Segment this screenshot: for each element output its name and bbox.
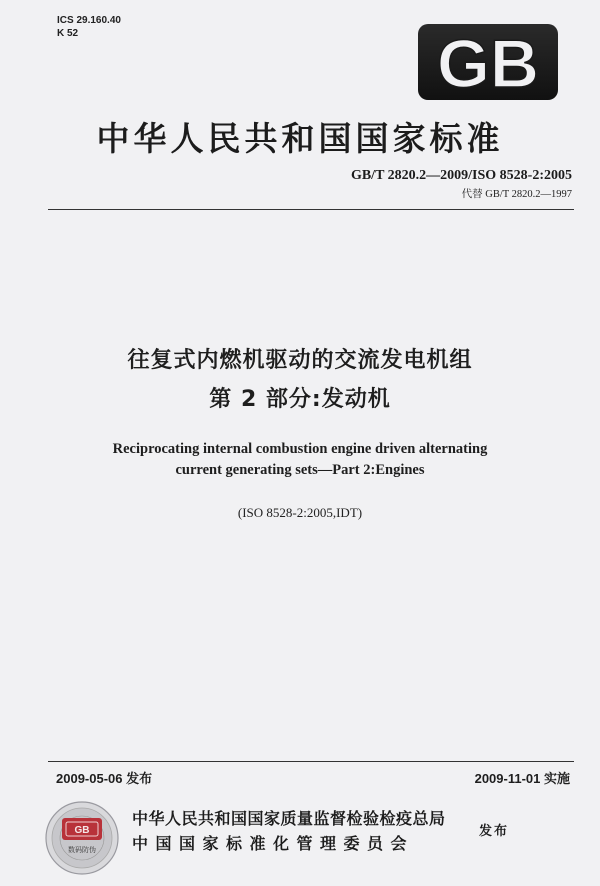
top-divider — [48, 209, 574, 210]
title-en-line2: current generating sets—Part 2:Engines — [175, 462, 425, 478]
issue-label: 发布 — [479, 824, 510, 839]
authority-line2: 中国国家标准化管理委员会 — [132, 834, 415, 853]
publish-date: 2009-05-06 发布 — [56, 771, 153, 786]
standard-number: GB/T 2820.2—2009/ISO 8528-2:2005 — [350, 168, 572, 183]
ics-code: ICS 29.160.40 — [57, 15, 121, 26]
classification-codes — [57, 14, 121, 40]
replaces-note: 代替 GB/T 2820.2—1997 — [461, 189, 572, 200]
title-cn-line2: 第 2 部分:发动机 — [209, 387, 391, 412]
authority-line1: 中华人民共和国国家质量监督检验检疫总局 — [132, 809, 446, 828]
ccs-code: K 52 — [57, 28, 79, 39]
seal-text: 数码防伪 — [68, 846, 96, 854]
title-en-line1: Reciprocating internal combustion engine driven alternating — [112, 441, 488, 457]
anti-counterfeit-seal-icon — [44, 800, 120, 876]
bottom-divider — [48, 761, 574, 762]
gb-logo-text: GB — [437, 26, 539, 100]
title-cn-line1: 往复式内燃机驱动的交流发电机组 — [127, 348, 473, 373]
implementation-date: 2009-11-01 实施 — [474, 771, 570, 786]
gb-logo-icon — [418, 24, 558, 100]
svg-text:GB: GB — [74, 825, 90, 836]
iso-equivalence: (ISO 8528-2:2005,IDT) — [237, 505, 363, 520]
standard-category-title: 中华人民共和国国家标准 — [96, 119, 504, 158]
